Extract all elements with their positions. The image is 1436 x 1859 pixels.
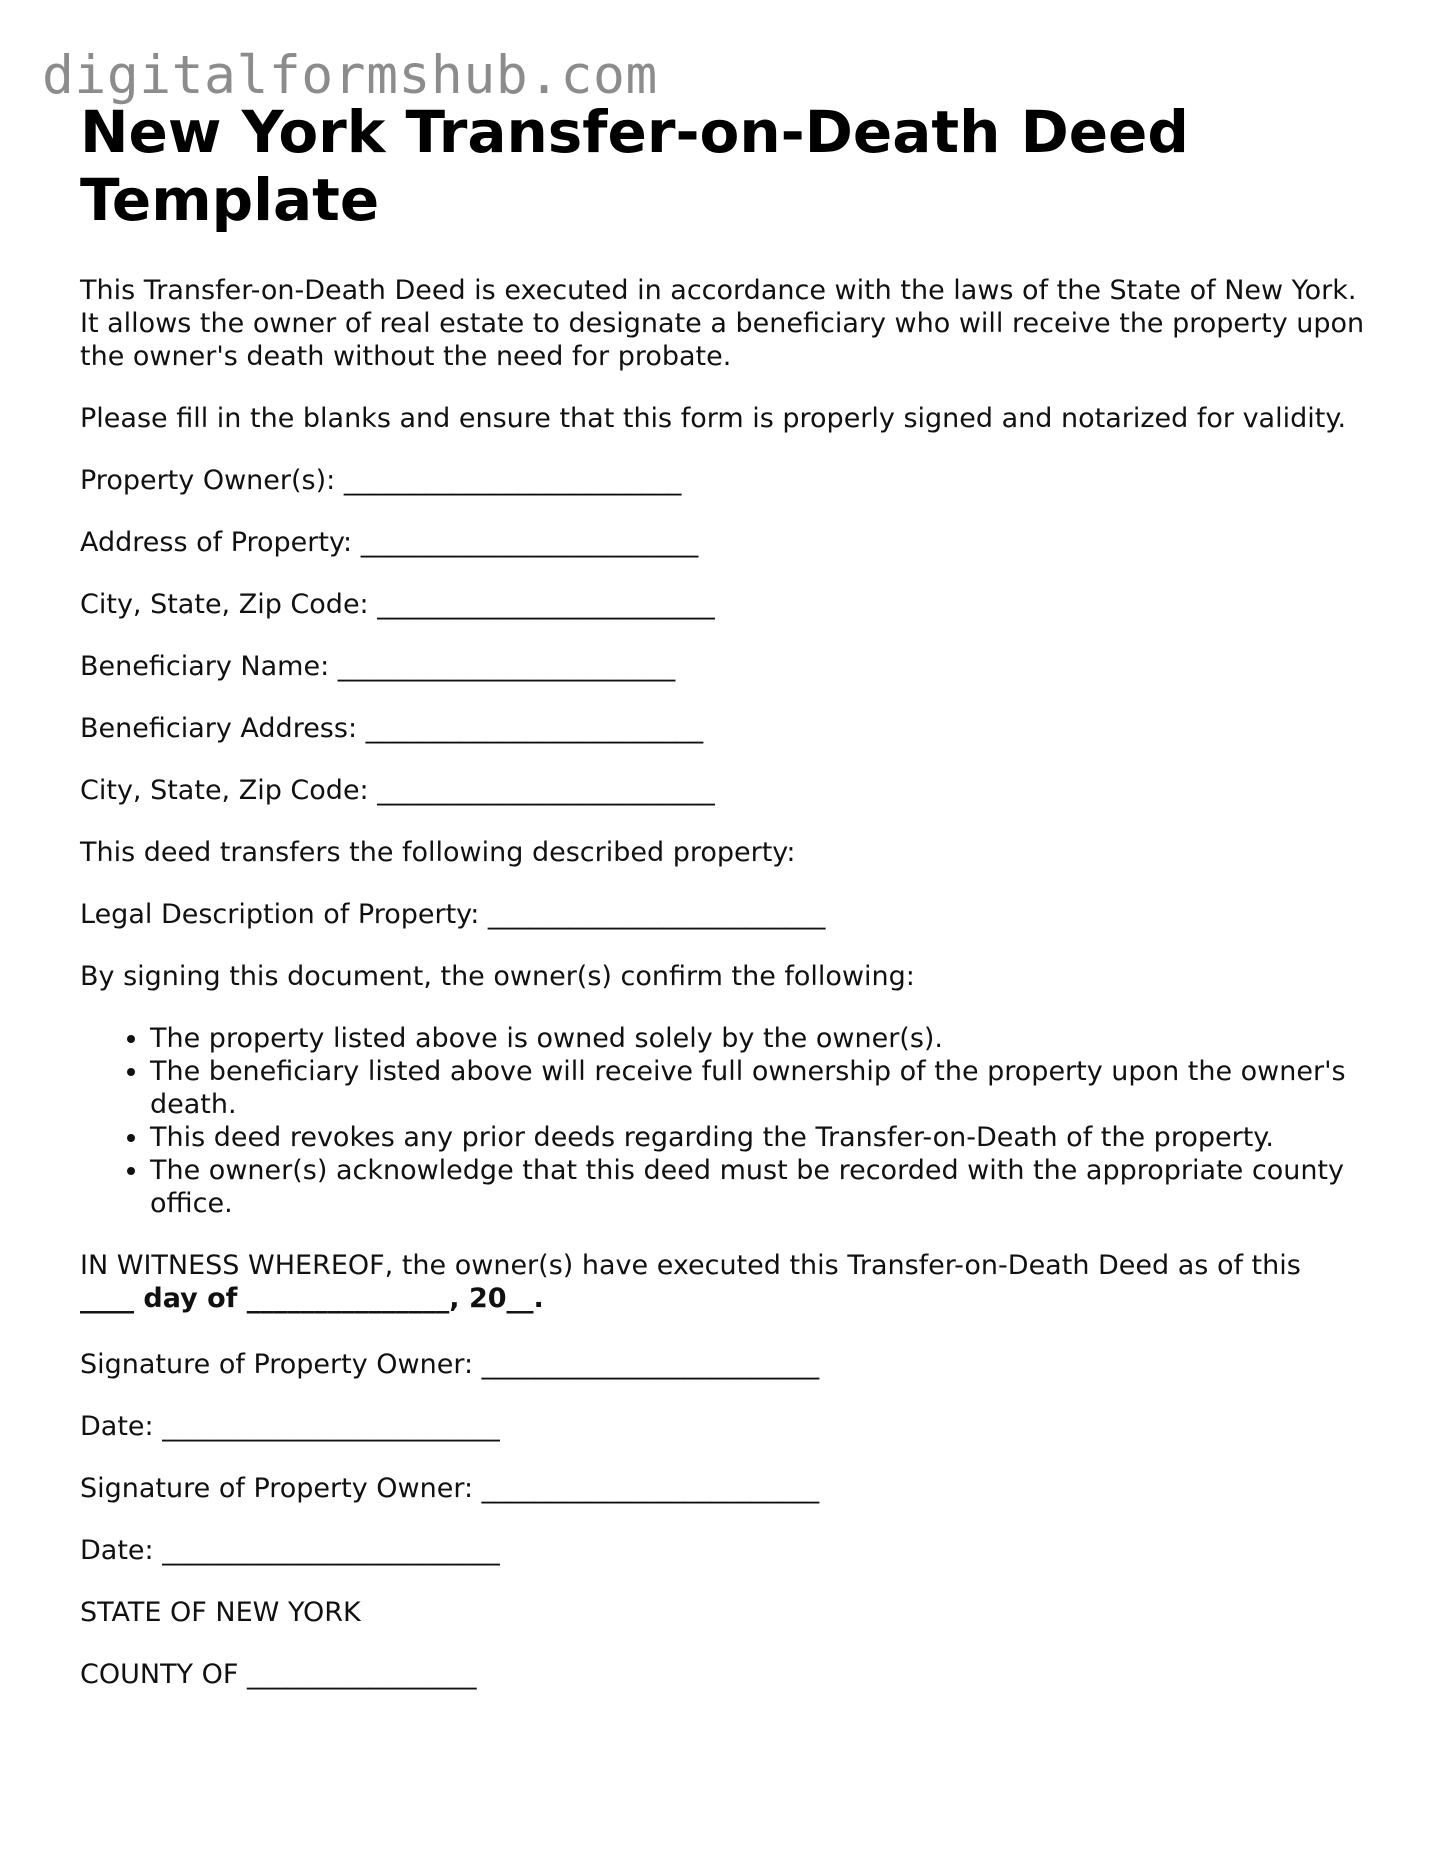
beneficiary-address-label: Beneficiary Address:	[80, 713, 358, 744]
address-of-property-field[interactable]	[80, 526, 1370, 559]
property-city-state-zip-blank[interactable]: _________________________	[377, 589, 715, 620]
list-item: • The beneficiary listed above will receive full ownership of the property upon the owner's death.	[150, 1055, 1370, 1121]
address-of-property-label: Address of Property:	[80, 527, 353, 558]
list-item: • This deed revokes any prior deeds regarding the Transfer-on-Death of the property.	[150, 1121, 1370, 1154]
property-owners-label: Property Owner(s):	[80, 465, 336, 496]
signature-owner-2-label: Signature of Property Owner:	[80, 1473, 474, 1504]
address-of-property-blank[interactable]: _________________________	[360, 527, 699, 558]
county-blank[interactable]: _________________	[247, 1659, 477, 1690]
beneficiary-name-label: Beneficiary Name:	[80, 651, 330, 682]
signature-owner-2-blank[interactable]: _________________________	[481, 1473, 820, 1504]
list-item: • The owner(s) acknowledge that this deed must be recorded with the appropriate county office.	[150, 1154, 1370, 1220]
watermark: digitalformshub.com	[42, 45, 658, 106]
transfer-statement: This deed transfers the following described property:	[80, 837, 796, 868]
confirm-intro: By signing this document, the owner(s) confirm the following:	[80, 961, 915, 992]
beneficiary-name-field[interactable]	[80, 650, 1370, 683]
legal-description-blank[interactable]: _________________________	[487, 899, 826, 930]
intro-paragraph: This Transfer-on-Death Deed is executed in accordance with the laws of the State of New York. It allows the owner of real estate to designate a beneficiary who will receive the property upon the owner's death without the need for probate.	[80, 275, 1365, 372]
legal-description-field[interactable]	[80, 898, 1370, 931]
county-field[interactable]	[80, 1658, 1370, 1691]
beneficiary-city-state-zip-label: City, State, Zip Code:	[80, 775, 369, 806]
date-2-field[interactable]	[80, 1534, 1370, 1567]
date-1-blank[interactable]: _________________________	[162, 1411, 500, 1442]
document-page	[80, 98, 1370, 1720]
date-2-label: Date:	[80, 1535, 154, 1566]
date-2-blank[interactable]: _________________________	[162, 1535, 500, 1566]
signature-owner-1-label: Signature of Property Owner:	[80, 1349, 474, 1380]
witness-text: IN WITNESS WHEREOF, the owner(s) have executed this Transfer-on-Death Deed as of this	[80, 1250, 1301, 1281]
property-city-state-zip-label: City, State, Zip Code:	[80, 589, 369, 620]
witness-date-blank[interactable]: ____ day of _______________, 20__.	[80, 1283, 544, 1314]
beneficiary-address-field[interactable]	[80, 712, 1370, 745]
beneficiary-name-blank[interactable]: _________________________	[337, 651, 676, 682]
instructions-paragraph: Please fill in the blanks and ensure that this form is properly signed and notarized for validity.	[80, 403, 1347, 434]
confirm-list	[80, 1022, 1370, 1220]
signature-owner-1-blank[interactable]: _________________________	[481, 1349, 820, 1380]
property-owners-blank[interactable]: _________________________	[343, 465, 682, 496]
date-1-field[interactable]	[80, 1410, 1370, 1443]
signature-owner-1-field[interactable]	[80, 1348, 1370, 1381]
date-1-label: Date:	[80, 1411, 154, 1442]
property-city-state-zip-field[interactable]	[80, 588, 1370, 621]
county-label: COUNTY OF	[80, 1659, 239, 1690]
list-item: • The property listed above is owned solely by the owner(s).	[150, 1022, 1370, 1055]
beneficiary-city-state-zip-field[interactable]	[80, 774, 1370, 807]
legal-description-label: Legal Description of Property:	[80, 899, 480, 930]
property-owners-field[interactable]	[80, 464, 1370, 497]
signature-owner-2-field[interactable]	[80, 1472, 1370, 1505]
page-title: New York Transfer-on-Death Deed Template	[80, 98, 1189, 234]
beneficiary-city-state-zip-blank[interactable]: _________________________	[377, 775, 715, 806]
witness-paragraph	[80, 1249, 1370, 1315]
state-line: STATE OF NEW YORK	[80, 1597, 361, 1628]
beneficiary-address-blank[interactable]: _________________________	[365, 713, 704, 744]
